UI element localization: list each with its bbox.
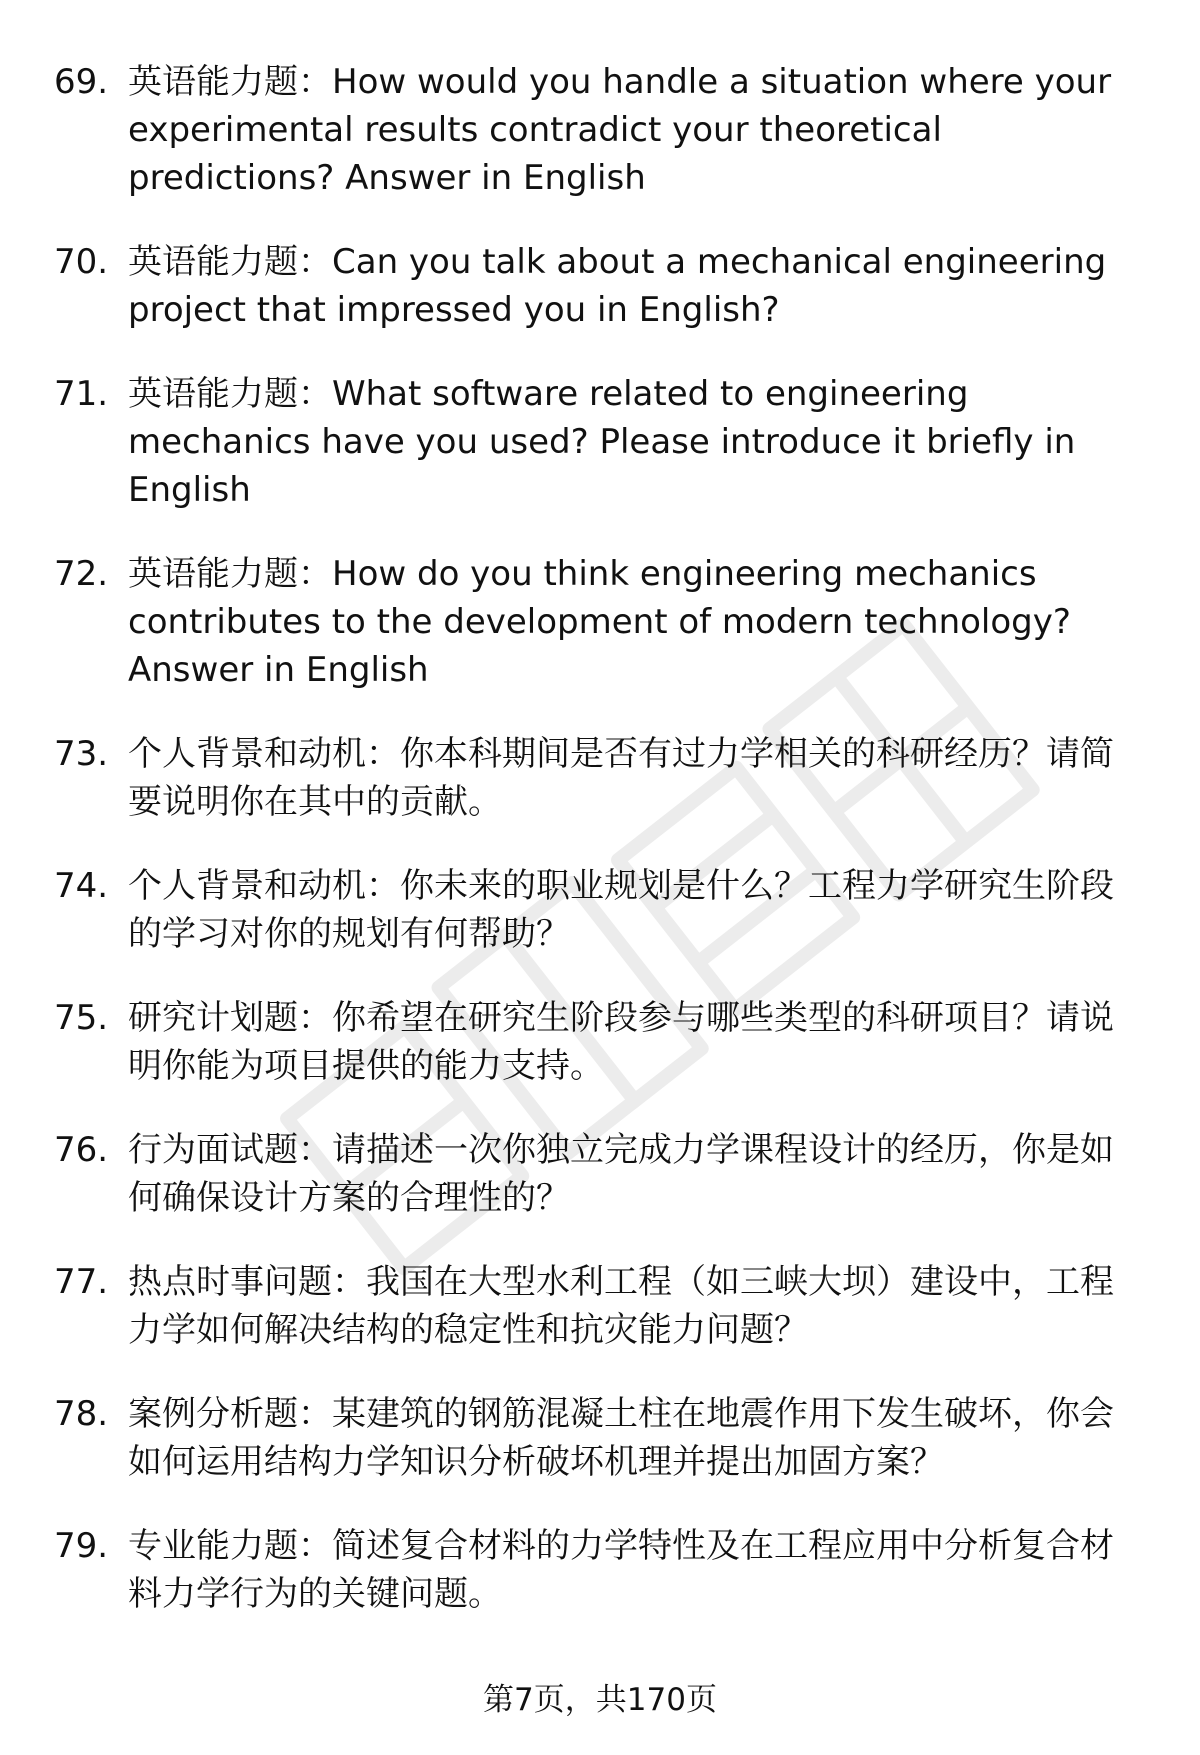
list-item (0, 994, 1200, 1090)
question-number: 75. (54, 998, 109, 1038)
list-item (0, 370, 1200, 514)
question-number: 69. (54, 62, 109, 102)
question-text: 研究计划题：你希望在研究生阶段参与哪些类型的科研项目？请说明你能为项目提供的能力支持。 (128, 998, 1114, 1086)
list-item (0, 238, 1200, 334)
question-text: 英语能力题：How would you handle a situation where your experimental results contradict your theoretical predictions? Answer in English (128, 62, 1112, 198)
page-footer: 第7页，共170页 (483, 1682, 717, 1718)
list-item (0, 58, 1200, 202)
question-list (0, 58, 1200, 1654)
question-text: 英语能力题：What software related to engineering mechanics have you used? Please introduce it briefly in English (128, 374, 1076, 510)
list-item (0, 1258, 1200, 1354)
question-text: 英语能力题：Can you talk about a mechanical engineering project that impressed you in English? (128, 242, 1107, 330)
question-text: 热点时事问题：我国在大型水利工程（如三峡大坝）建设中，工程力学如何解决结构的稳定性和抗灾能力问题？ (128, 1262, 1114, 1350)
question-number: 73. (54, 734, 109, 774)
question-number: 77. (54, 1262, 109, 1302)
list-item (0, 862, 1200, 958)
question-number: 74. (54, 866, 109, 906)
question-number: 72. (54, 554, 109, 594)
list-item (0, 1126, 1200, 1222)
question-text: 专业能力题：简述复合材料的力学特性及在工程应用中分析复合材料力学行为的关键问题。 (128, 1526, 1114, 1614)
question-text: 个人背景和动机：你本科期间是否有过力学相关的科研经历？请简要说明你在其中的贡献。 (128, 734, 1114, 822)
question-text: 行为面试题：请描述一次你独立完成力学课程设计的经历，你是如何确保设计方案的合理性的？ (128, 1130, 1114, 1218)
question-text: 案例分析题：某建筑的钢筋混凝土柱在地震作用下发生破坏，你会如何运用结构力学知识分析破坏机理并提出加固方案？ (128, 1394, 1114, 1482)
question-number: 71. (54, 374, 109, 414)
list-item (0, 550, 1200, 694)
question-number: 70. (54, 242, 109, 282)
question-text: 英语能力题：How do you think engineering mechanics contributes to the development of modern technology? Answer in English (128, 554, 1071, 690)
question-number: 78. (54, 1394, 109, 1434)
question-text: 个人背景和动机：你未来的职业规划是什么？工程力学研究生阶段的学习对你的规划有何帮助？ (128, 866, 1114, 954)
question-number: 76. (54, 1130, 109, 1170)
list-item (0, 1390, 1200, 1486)
question-number: 79. (54, 1526, 109, 1566)
list-item (0, 730, 1200, 826)
list-item (0, 1522, 1200, 1618)
